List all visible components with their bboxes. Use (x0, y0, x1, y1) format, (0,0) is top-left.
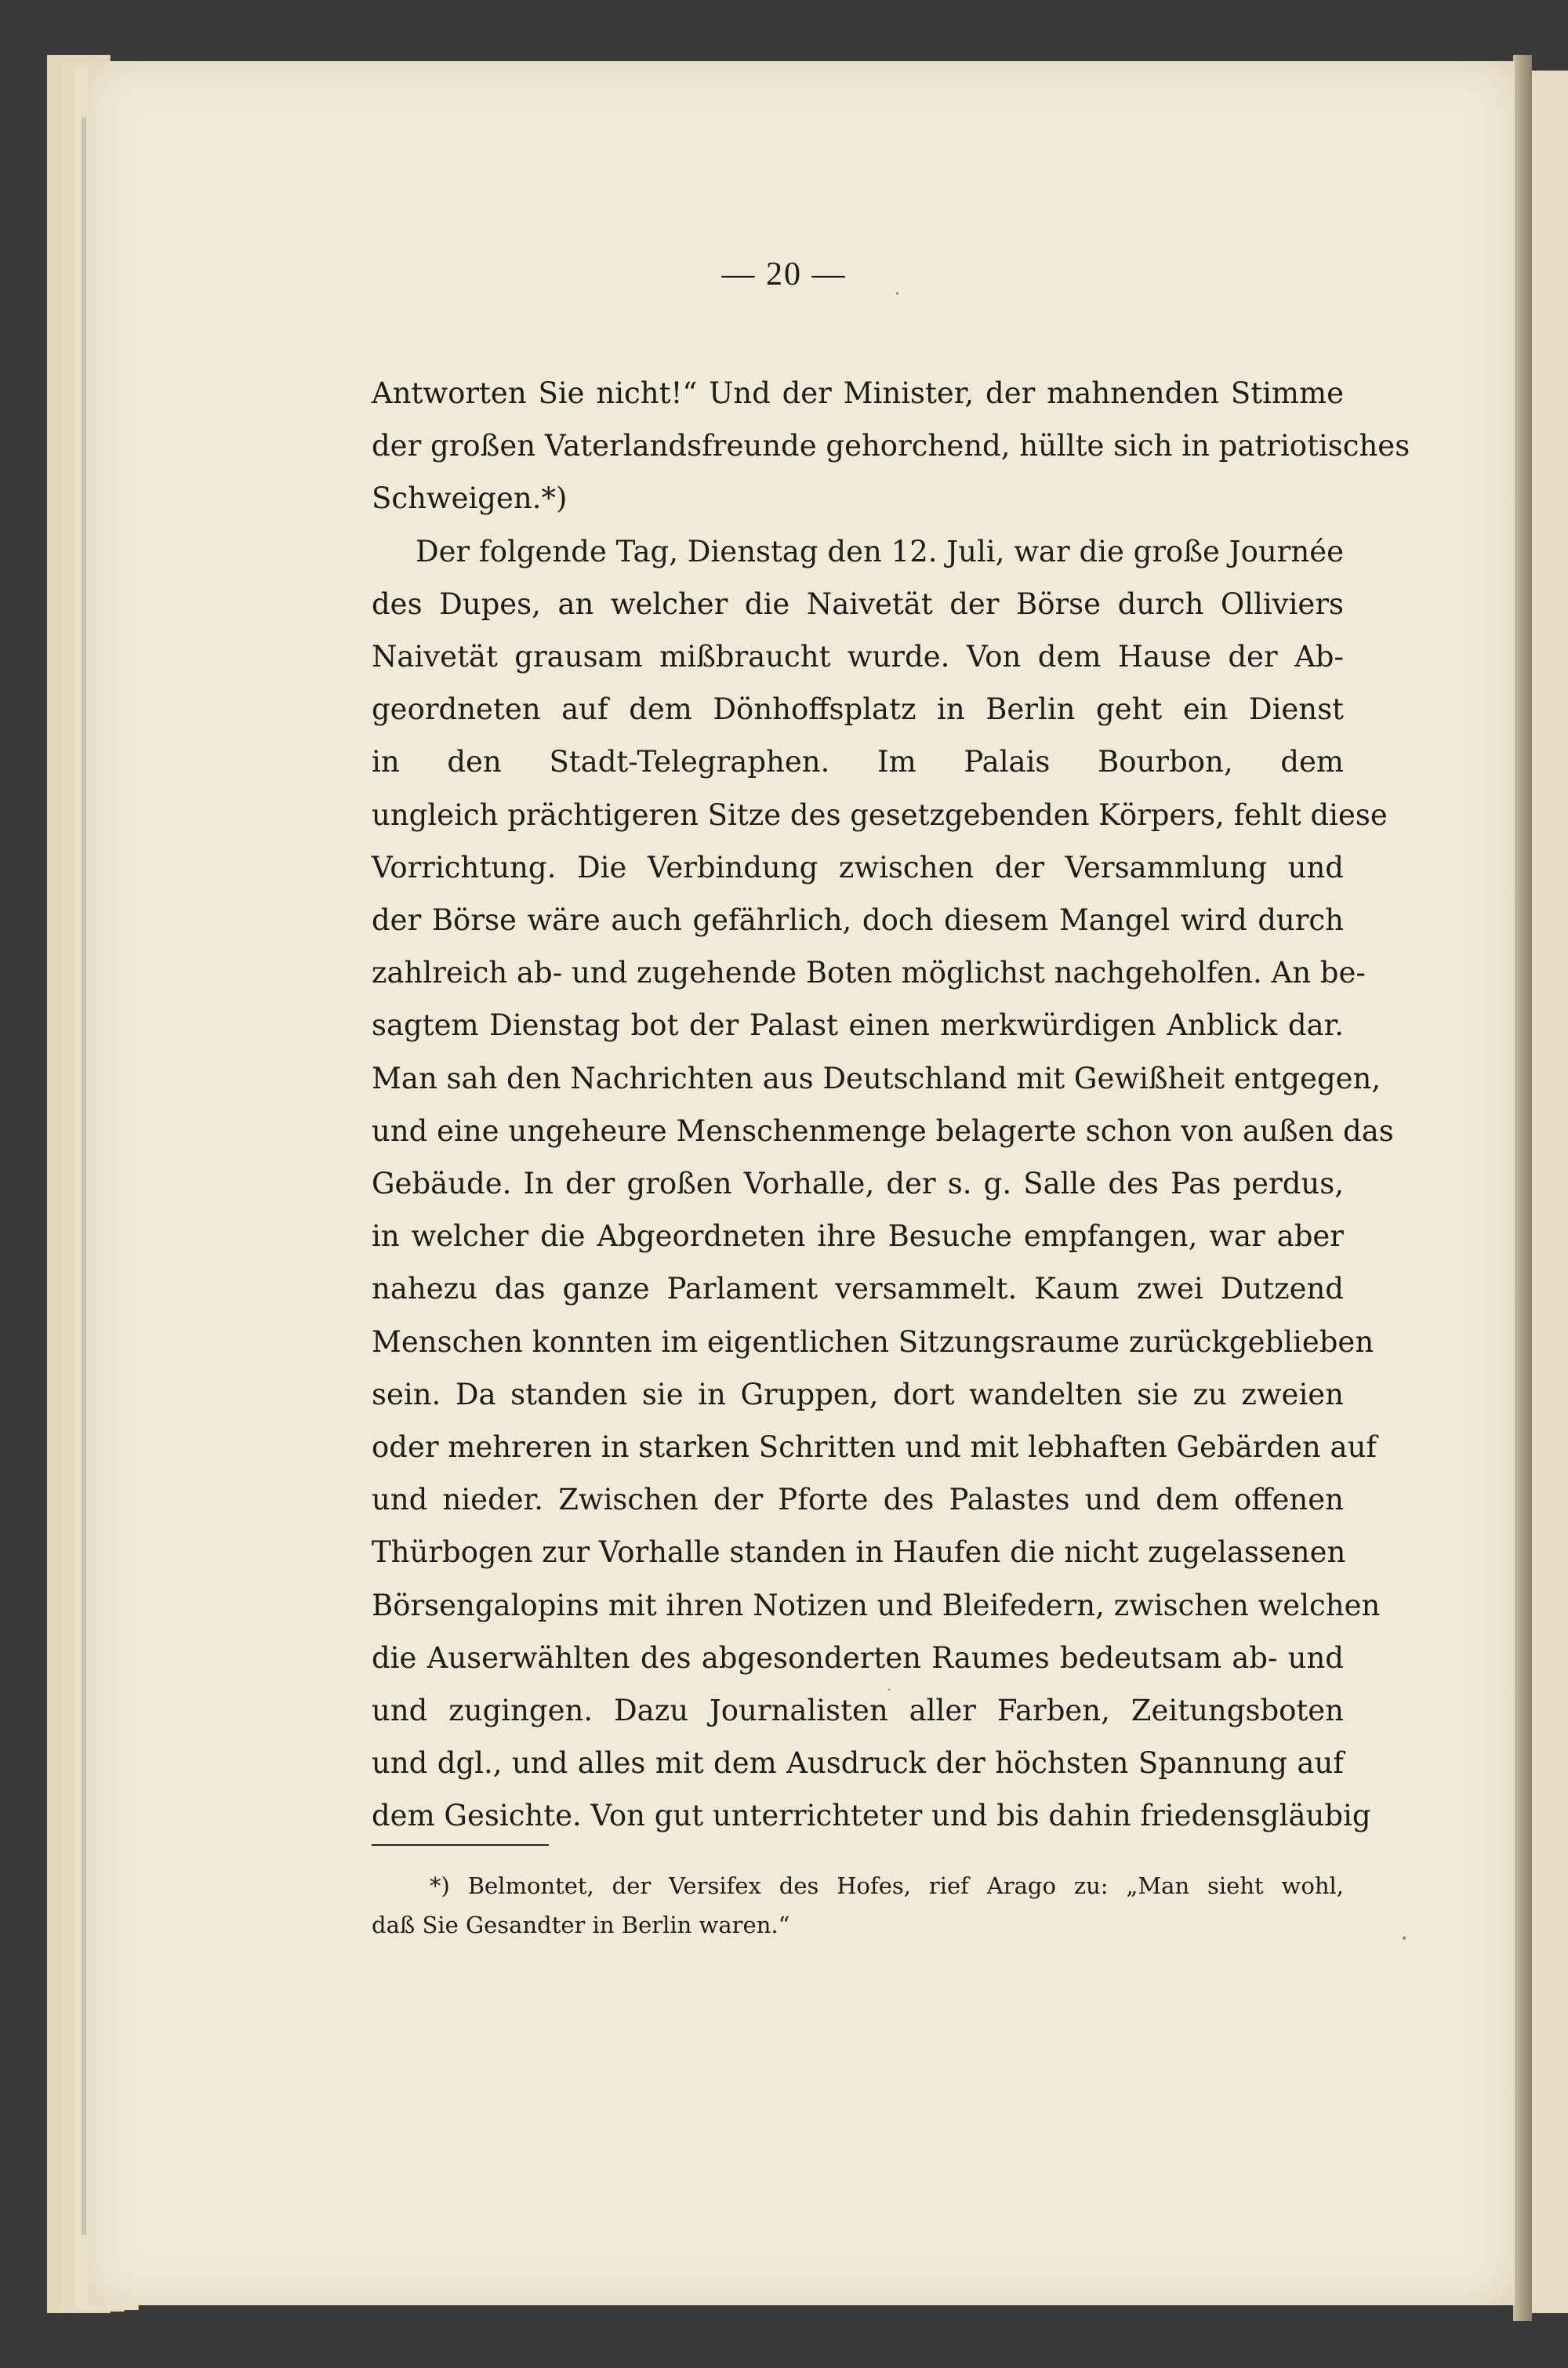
text-line: und dgl., und alles mit dem Ausdruck der höchsten Spannung auf (372, 1746, 1344, 1781)
paper-speck: • (895, 289, 899, 300)
text-line: und eine ungeheure Menschenmenge belagerte schon von außen das (372, 1113, 1394, 1148)
text-line: geordneten auf dem Dönhoffsplatz in Berlin geht ein Dienst (372, 692, 1344, 727)
page-number-header: — 20 — (721, 256, 847, 292)
text-line: Thürbogen zur Vorhalle standen in Haufen die nicht zugelassenen (372, 1535, 1346, 1570)
text-line: ungleich prächtigeren Sitze des gesetzgebenden Körpers, fehlt diese (372, 797, 1388, 832)
footnote-line: *) Belmontet, der Versifex des Hofes, rief Arago zu: „Man sieht wohl, (430, 1872, 1344, 1899)
book-gutter (1513, 55, 1532, 2321)
facing-page-edge (1532, 71, 1568, 2313)
text-line: Börsengalopins mit ihren Notizen und Bleifedern, zwischen welchen (372, 1588, 1381, 1622)
text-line: Antworten Sie nicht!“ Und der Minister, der mahnenden Stimme (372, 376, 1344, 410)
footnote-divider (372, 1844, 549, 1846)
body-text (372, 367, 1410, 1843)
text-line: Schweigen.*) (372, 481, 568, 516)
text-line: oder mehreren in starken Schritten und mit lebhaften Gebärden auf (372, 1430, 1377, 1465)
text-line: Gebäude. In der großen Vorhalle, der s. g. Salle des Pas perdus, (372, 1167, 1344, 1201)
text-line: die Auserwählten des abgesonderten Raumes bedeutsam ab- und (372, 1640, 1344, 1675)
text-line: sagtem Dienstag bot der Palast einen merkwürdigen Anblick dar. (372, 1008, 1344, 1043)
text-line: Vorrichtung. Die Verbindung zwischen der Versammlung und (372, 850, 1344, 884)
paper-speck: • (887, 1684, 891, 1695)
text-line: der Börse wäre auch gefährlich, doch diesem Mangel wird durch (372, 903, 1344, 938)
binding-strip (82, 118, 86, 2235)
text-line: und nieder. Zwischen der Pforte des Palastes und dem offenen (372, 1483, 1344, 1517)
text-line: nahezu das ganze Parlament versammelt. Kaum zwei Dutzend (372, 1272, 1344, 1306)
text-line: dem Gesichte. Von gut unterrichteter und bis dahin friedensgläubig (372, 1799, 1371, 1833)
text-line: des Dupes, an welcher die Naivetät der Börse durch Olliviers (372, 587, 1344, 621)
text-line: in welcher die Abgeordneten ihre Besuche empfangen, war aber (372, 1219, 1344, 1254)
text-line: Der folgende Tag, Dienstag den 12. Juli, war die große Journée (416, 534, 1344, 568)
text-line: sein. Da standen sie in Gruppen, dort wandelten sie zu zweien (372, 1377, 1344, 1411)
paper-speck: • (1402, 1930, 1407, 1946)
text-line: der großen Vaterlandsfreunde gehorchend, hüllte sich in patriotisches (372, 429, 1410, 463)
text-line: Menschen konnten im eigentlichen Sitzungsraume zurückgeblieben (372, 1324, 1374, 1359)
text-line: in den Stadt-Telegraphen. Im Palais Bourbon, dem (372, 745, 1344, 779)
text-line: zahlreich ab- und zugehende Boten möglichst nachgeholfen. An be- (372, 956, 1366, 990)
text-line: Naivetät grausam mißbraucht wurde. Von dem Hause der Ab- (372, 640, 1344, 674)
footnote (372, 1866, 1344, 1945)
footnote-line: daß Sie Gesandter in Berlin waren.“ (372, 1912, 790, 1938)
text-line: Man sah den Nachrichten aus Deutschland mit Gewißheit entgegen, (372, 1061, 1381, 1095)
text-line: und zugingen. Dazu Journalisten aller Farben, Zeitungsboten (372, 1694, 1344, 1728)
